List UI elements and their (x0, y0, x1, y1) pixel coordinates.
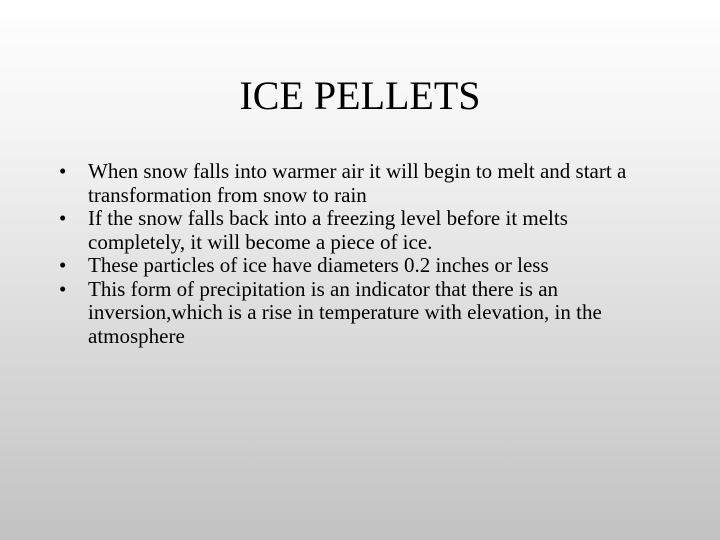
bullet-item (54, 278, 654, 349)
bullet-dot-icon: • (59, 253, 67, 277)
bullet-dot-icon: • (59, 206, 67, 230)
slide-title: ICE PELLETS (239, 73, 481, 118)
bullet-dot-icon: • (59, 276, 67, 301)
bullet-text: This form of precipitation is an indicator that there is an inversion,which is a rise in temperature with elevation, in the atmosphere (88, 276, 602, 348)
bullet-item (54, 207, 654, 254)
bullet-dot-icon: • (59, 159, 67, 183)
bullet-item (54, 254, 654, 278)
bullet-text: When snow falls into warmer air it will begin to melt and start a transformation from snow to rain (88, 159, 627, 207)
bullet-text: If the snow falls back into a freezing level before it melts completely, it will become a piece of ice. (88, 206, 568, 254)
bullet-text: These particles of ice have diameters 0.2 inches or less (88, 253, 549, 277)
bullet-item (54, 160, 654, 207)
bullet-list (54, 160, 654, 348)
